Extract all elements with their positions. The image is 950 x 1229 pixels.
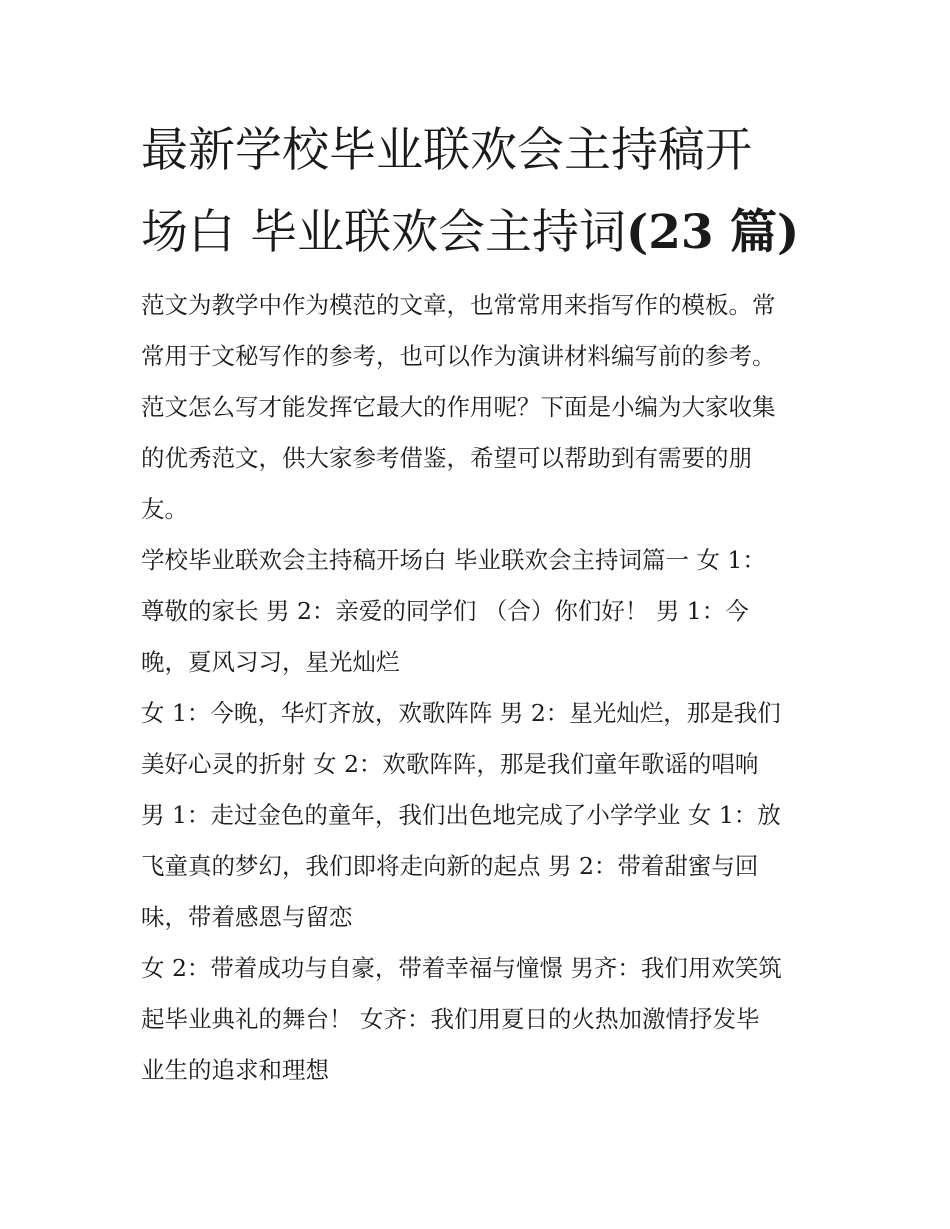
body-line: 学校毕业联欢会主持稿开场白 毕业联欢会主持词篇一 女 1： [141, 546, 766, 574]
body-line: 味，带着感恩与留恋 [141, 903, 353, 931]
intro-line: 范文怎么写才能发挥它最大的作用呢？下面是小编为大家收集 [141, 393, 776, 421]
intro-line: 友。 [141, 495, 188, 523]
body-line: 女 1：今晚，华灯齐放，欢歌阵阵 男 2：星光灿烂，那是我们 [141, 699, 781, 727]
body-paragraph-2 [141, 688, 821, 943]
intro-line: 的优秀范文，供大家参考借鉴，希望可以帮助到有需要的朋 [141, 444, 752, 472]
title-line-2-text: 场白 毕业联欢会主持词 [141, 205, 626, 260]
body-line: 女 2：带着成功与自豪，带着幸福与憧憬 男齐：我们用欢笑筑 [141, 954, 782, 982]
body-line: 起毕业典礼的舞台！ 女齐：我们用夏日的火热加激情抒发毕 [141, 1005, 760, 1033]
body-paragraph-3 [141, 943, 821, 1096]
title-line-2 [141, 192, 821, 274]
title-line-1: 最新学校毕业联欢会主持稿开 [141, 123, 752, 178]
document-content [141, 110, 821, 1096]
intro-paragraph [141, 280, 821, 535]
body-line: 飞童真的梦幻，我们即将走向新的起点 男 2：带着甜蜜与回 [141, 852, 759, 880]
body-line: 尊敬的家长 男 2：亲爱的同学们 （合）你们好！ 男 1：今 [141, 597, 749, 625]
body-line: 男 1：走过金色的童年，我们出色地完成了小学学业 女 1：放 [141, 801, 781, 829]
body-line: 业生的追求和理想 [141, 1056, 329, 1084]
document-title [141, 110, 821, 274]
intro-line: 范文为教学中作为模范的文章，也常常用来指写作的模板。常 [141, 291, 776, 319]
intro-line: 常用于文秘写作的参考，也可以作为演讲材料编写前的参考。 [141, 342, 776, 370]
body-paragraph-1 [141, 535, 821, 688]
body-line: 晚，夏风习习，星光灿烂 [141, 648, 400, 676]
title-line-2-count: (23 篇) [625, 205, 800, 260]
body-line: 美好心灵的折射 女 2：欢歌阵阵，那是我们童年歌谣的唱响 [141, 750, 759, 778]
